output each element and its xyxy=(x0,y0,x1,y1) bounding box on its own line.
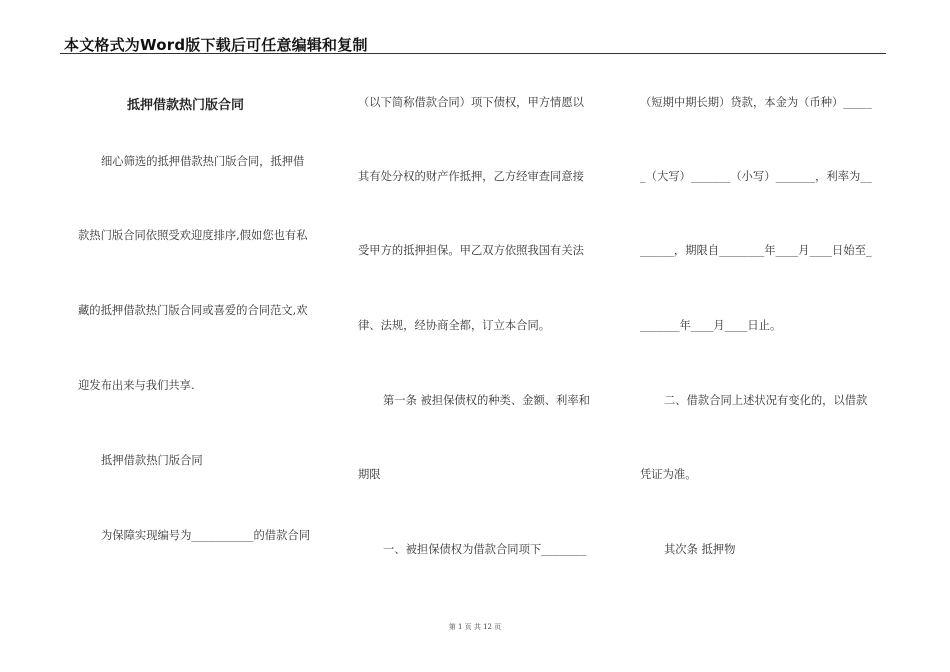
col1-line-1: 细心筛选的抵押借款热门版合同，抵押借 xyxy=(101,155,305,168)
header-title: 本文格式为Word版下载后可任意编辑和复制 xyxy=(64,36,368,54)
col3-line-2: _（大写）_______（小写）_______，利率为__ xyxy=(640,170,872,183)
col3-line-4: _______年____月____日止。 xyxy=(640,319,782,332)
col2-line-1: （以下简称借款合同）项下债权，甲方情愿以 xyxy=(358,96,584,109)
col2-line-4: 律、法规，经协商全都，订立本合同。 xyxy=(358,319,551,332)
col1-line-3: 藏的抵押借款热门版合同或喜爱的合同范文,欢 xyxy=(78,304,308,317)
col2-line-3: 受甲方的抵押担保。甲乙双方依照我国有关法 xyxy=(358,244,584,257)
col1-line-5: 抵押借款热门版合同 xyxy=(101,454,203,467)
col2-line-2: 其有处分权的财产作抵押，乙方经审查同意接 xyxy=(358,170,584,183)
col3-line-7: 其次条 抵押物 xyxy=(664,543,736,556)
header-divider xyxy=(60,53,886,54)
col3-line-6: 凭证为准。 xyxy=(640,468,697,481)
col1-line-4: 迎发布出来与我们共享. xyxy=(78,379,195,392)
col2-line-6: 期限 xyxy=(358,468,381,481)
page-indicator: 第 1 页 共 12 页 xyxy=(448,623,502,631)
col1-line-6: 为保障实现编号为___________的借款合同 xyxy=(101,529,310,542)
col3-line-3: ______，期限自________年____月____日始至_ xyxy=(640,244,872,257)
document-title: 抵押借款热门版合同 xyxy=(127,98,245,113)
col2-line-7: 一、被担保债权为借款合同项下________ xyxy=(383,543,587,556)
col1-line-2: 款热门版合同依照受欢迎度排序,假如您也有私 xyxy=(78,229,308,242)
col2-line-5: 第一条 被担保债权的种类、金额、利率和 xyxy=(383,394,590,407)
col3-line-1: （短期中期长期）贷款，本金为（币种）_____ xyxy=(640,96,872,109)
col3-line-5: 二、借款合同上述状况有变化的，以借款 xyxy=(664,394,868,407)
